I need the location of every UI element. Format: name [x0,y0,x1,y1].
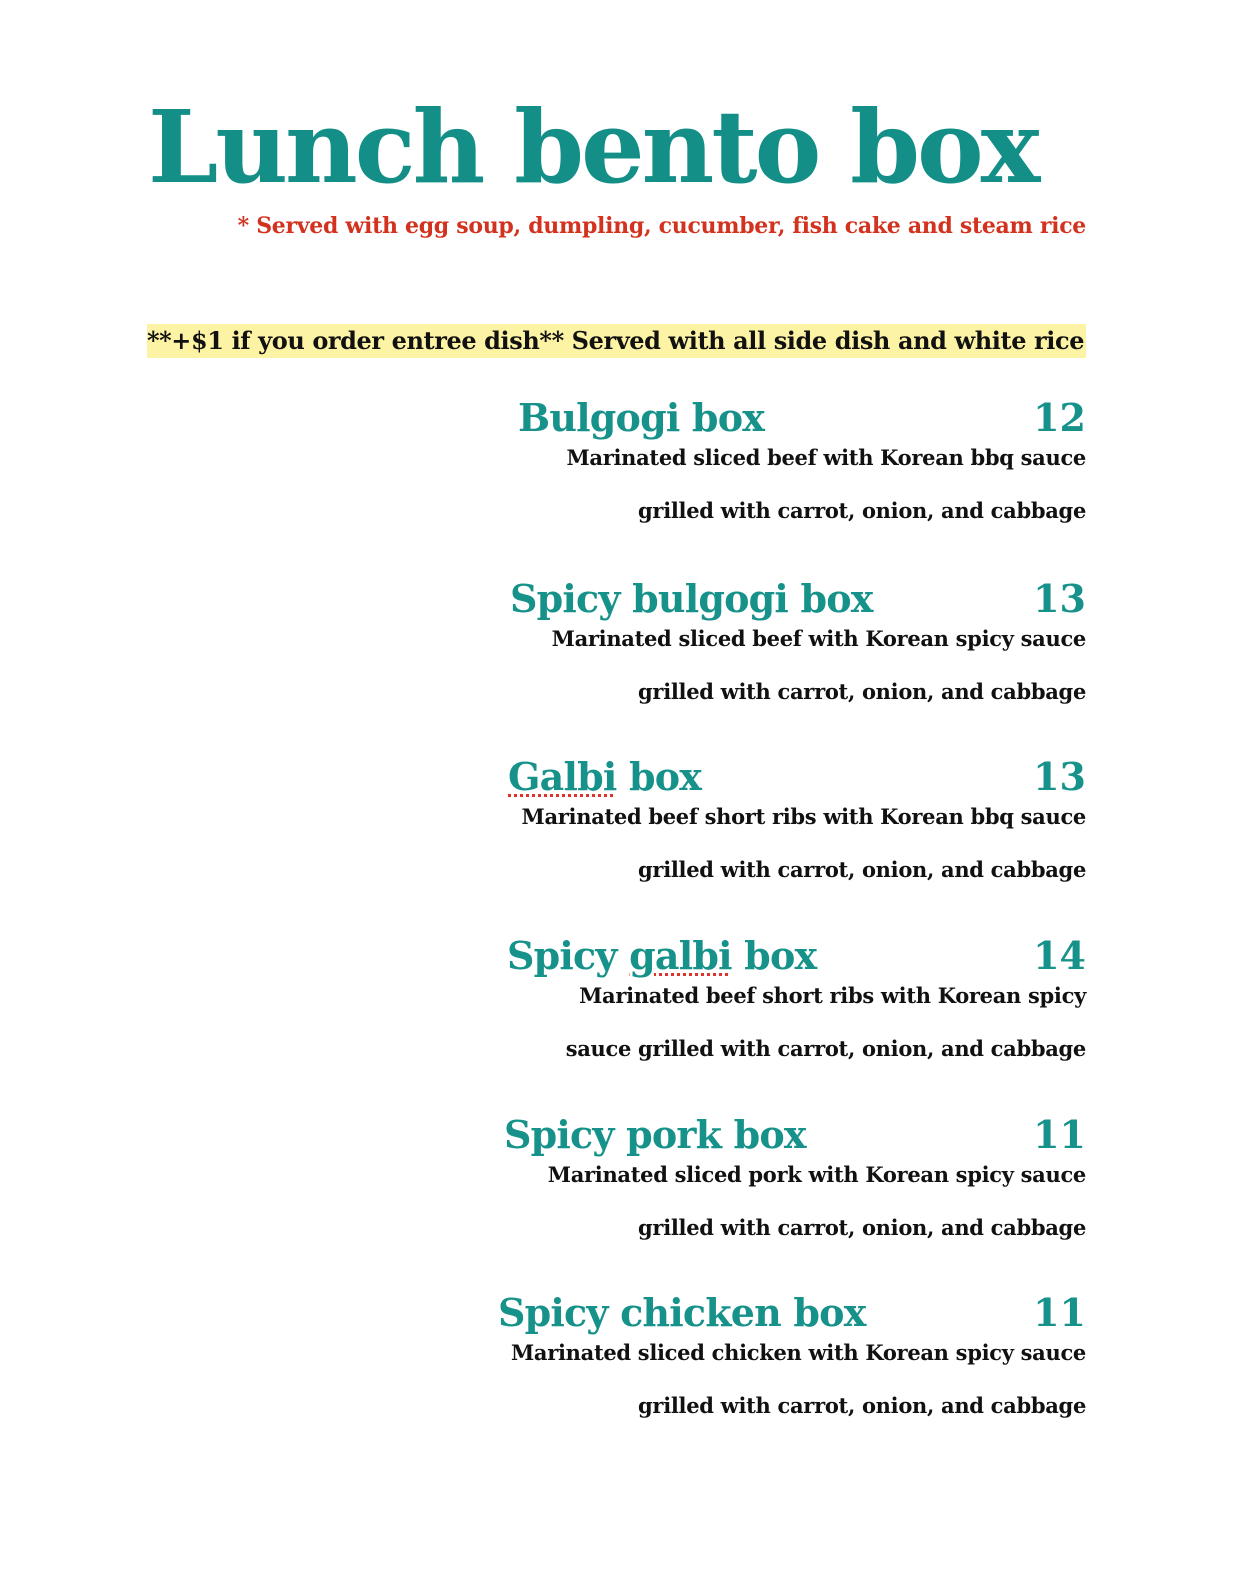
item-description-line-2: grilled with carrot, onion, and cabbage [638,679,1086,704]
spellcheck-flagged-word: galbi [629,933,732,978]
item-price: 11 [1033,1112,1086,1157]
item-description-line-2: grilled with carrot, onion, and cabbage [638,1393,1086,1418]
menu-item-spicy-bulgogi-box [510,574,1086,724]
item-header [504,1110,1086,1166]
item-price: 14 [1033,933,1086,978]
item-name: Spicy bulgogi box [510,576,873,621]
item-description-line-1: Marinated sliced chicken with Korean spicy sauce [510,1340,1086,1365]
entree-surcharge-note: **+$1 if you order entree dish** Served with all side dish and white rice [147,324,1086,358]
item-description-line-1: Marinated sliced beef with Korean bbq sauce [566,445,1086,470]
item-price: 12 [1033,395,1086,440]
menu-item-spicy-chicken-box [498,1288,1086,1438]
menu-item-galbi-box [508,752,1086,902]
menu-item-spicy-pork-box [504,1110,1086,1260]
item-name: Bulgogi box [518,395,765,440]
item-name [508,752,701,802]
item-name [507,931,816,981]
item-description-line-1: Marinated sliced beef with Korean spicy sauce [551,626,1086,651]
item-description-line-1: Marinated beef short ribs with Korean spicy [579,983,1086,1008]
item-description-line-2: sauce grilled with carrot, onion, and cabbage [565,1036,1086,1061]
item-price: 11 [1033,1290,1086,1335]
item-name: Spicy pork box [504,1112,806,1157]
item-header [498,1288,1086,1344]
item-header [507,931,1086,987]
item-header [510,574,1086,630]
item-description-line-2: grilled with carrot, onion, and cabbage [638,1215,1086,1240]
spellcheck-flagged-word: Galbi [508,754,617,799]
item-name-rest: box [616,754,702,799]
item-description-line-2: grilled with carrot, onion, and cabbage [638,857,1086,882]
item-name: Spicy chicken box [498,1290,866,1335]
served-with-note: * Served with egg soup, dumpling, cucumber, fish cake and steam rice [237,213,1086,239]
menu-item-bulgogi-box [518,393,1086,543]
item-name-rest: box [731,933,817,978]
item-description-line-2: grilled with carrot, onion, and cabbage [638,498,1086,523]
item-header [508,752,1086,808]
item-price: 13 [1033,576,1086,621]
item-price: 13 [1033,754,1086,799]
page-title: Lunch bento box [148,88,1038,206]
item-name-prefix: Spicy [507,933,630,978]
item-description-line-1: Marinated beef short ribs with Korean bbq sauce [521,804,1086,829]
menu-item-spicy-galbi-box [507,931,1086,1081]
item-description-line-1: Marinated sliced pork with Korean spicy sauce [547,1162,1086,1187]
item-header [518,393,1086,449]
